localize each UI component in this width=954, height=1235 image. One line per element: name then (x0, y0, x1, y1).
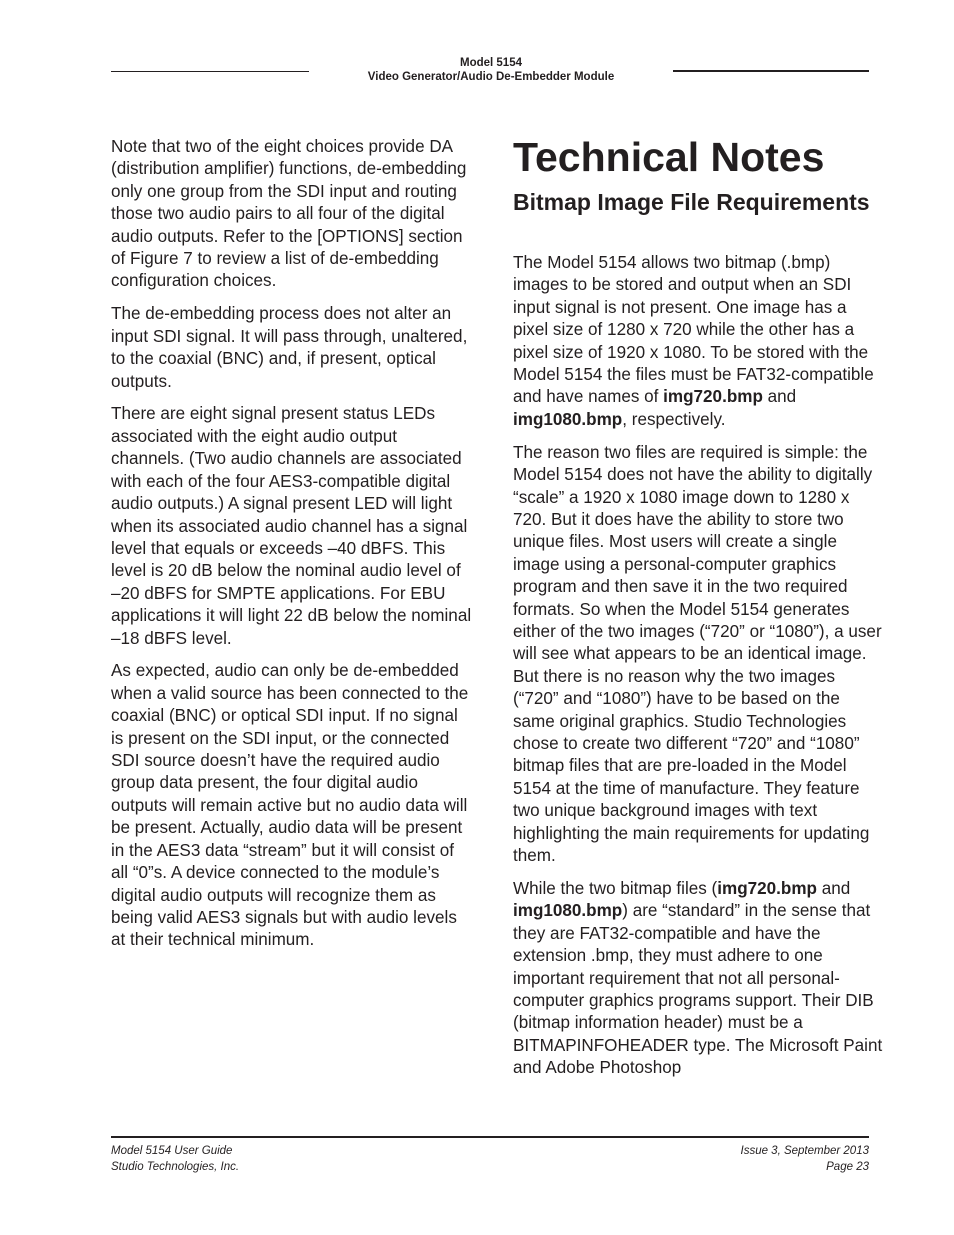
right-paragraph-3 (513, 878, 883, 1080)
text-run: While the two bitmap files ( (513, 878, 718, 898)
filename-img1080: img1080.bmp (513, 409, 623, 429)
right-paragraph-2: The reason two files are required is simple: the Model 5154 does not have the ability to digitally “scale” a 1920 x 1080 image down to 1280 x 720. But it does have the ability to store two unique files. Most users will create a single image using a personal-computer graphics program and then save it in the two required formats. So when the Model 5154 generates either of the two images (“720” or “1080”), a user will see what appears to be an identical image. But there is no reason why the two images (“720” and “1080”) have to be based on the same original graphics. Studio Technologies chose to create two different “720” and “1080” bitmap files that are pre-loaded in the Model 5154 at the time of manufacture. They feature two unique background images with text highlighting the main requirements for updating them. (513, 442, 882, 866)
footer-rule (111, 1136, 869, 1138)
filename-img720: img720.bmp (717, 878, 817, 898)
text-run: and (762, 387, 797, 407)
left-paragraph-4: As expected, audio can only be de-embedded when a valid source has been connected to the coaxial (BNC) or optical SDI input. If no signal is present on the SDI input, or the connected SDI source doesn’t have the required audio group data present, the four digital audio outputs will remain active but no audio data will be present. Actually, audio data will be present in the AES3 data “stream” but it will consist of all “0”s. A device connected to the module’s digital audio outputs will recognize them as being valid AES3 signals but with audio levels at their technical minimum. (111, 661, 469, 950)
right-paragraph-1 (513, 252, 883, 431)
left-column (111, 136, 473, 962)
text-run: The Model 5154 allows two bitmap (.bmp) images to be stored and output when an SDI input signal is not present. One image has a pixel size of 1280 x 720 while the other has a pixel size of 1920 x 1080. To be stored with the Model 5154 the files must be FAT32-compatible and have names of (513, 253, 874, 407)
footer-guide: Model 5154 User Guide (111, 1145, 233, 1157)
footer-right (741, 1144, 870, 1175)
header-model: Model 5154 (460, 57, 522, 69)
left-paragraph-3: There are eight signal present status LEDs associated with the eight audio output channels. (Two audio channels are associated with each of the four AES3-compatible digital audio outputs.) A signal present LED will light when its associated audio channel has a signal level that equals or exceeds –40 dBFS. This level is 20 dB below the nominal audio level of –20 dBFS for SMPTE applications. For EBU applications it will light 22 dB below the nominal –18 dBFS level. (111, 404, 472, 648)
text-run: , respectively. (622, 409, 726, 429)
page-number: Page 23 (826, 1160, 869, 1173)
footer-issue: Issue 3, September 2013 (740, 1145, 869, 1157)
filename-img720: img720.bmp (663, 387, 763, 407)
section-title: Technical Notes (513, 134, 825, 180)
header-rule-right (673, 70, 869, 72)
left-paragraph-1: Note that two of the eight choices provide DA (distribution amplifier) functions, de-embedding only one group from the SDI input and routing those two audio pairs to all four of the digital audio outputs. Refer to the [OPTIONS] section of Figure 7 to review a list of de-embedding configuration choices. (111, 137, 467, 291)
left-paragraph-2: The de-embedding process does not alter an input SDI signal. It will pass through, unaltered, to the coaxial (BNC) and, if present, optical outputs. (111, 304, 468, 391)
header-rule-left (111, 71, 309, 72)
header-product: Video Generator/Audio De-Embedder Module (367, 71, 615, 83)
footer-company: Studio Technologies, Inc. (111, 1160, 240, 1173)
page-header (310, 56, 672, 84)
section-subtitle: Bitmap Image File Requirements (513, 189, 870, 215)
text-run: and (817, 878, 851, 898)
right-column (513, 252, 883, 1090)
filename-img1080: img1080.bmp (513, 901, 623, 921)
footer-left (111, 1144, 239, 1175)
text-run: ) are “standard” in the sense that they are FAT32-compatible and have the extension .bmp, they must adhere to one important requirement that not all personal-computer graphics programs support. Their DIB (bitmap information header) must be a BITMAPINFOHEADER type. The Microsoft Paint and Adobe Photoshop (513, 901, 883, 1078)
